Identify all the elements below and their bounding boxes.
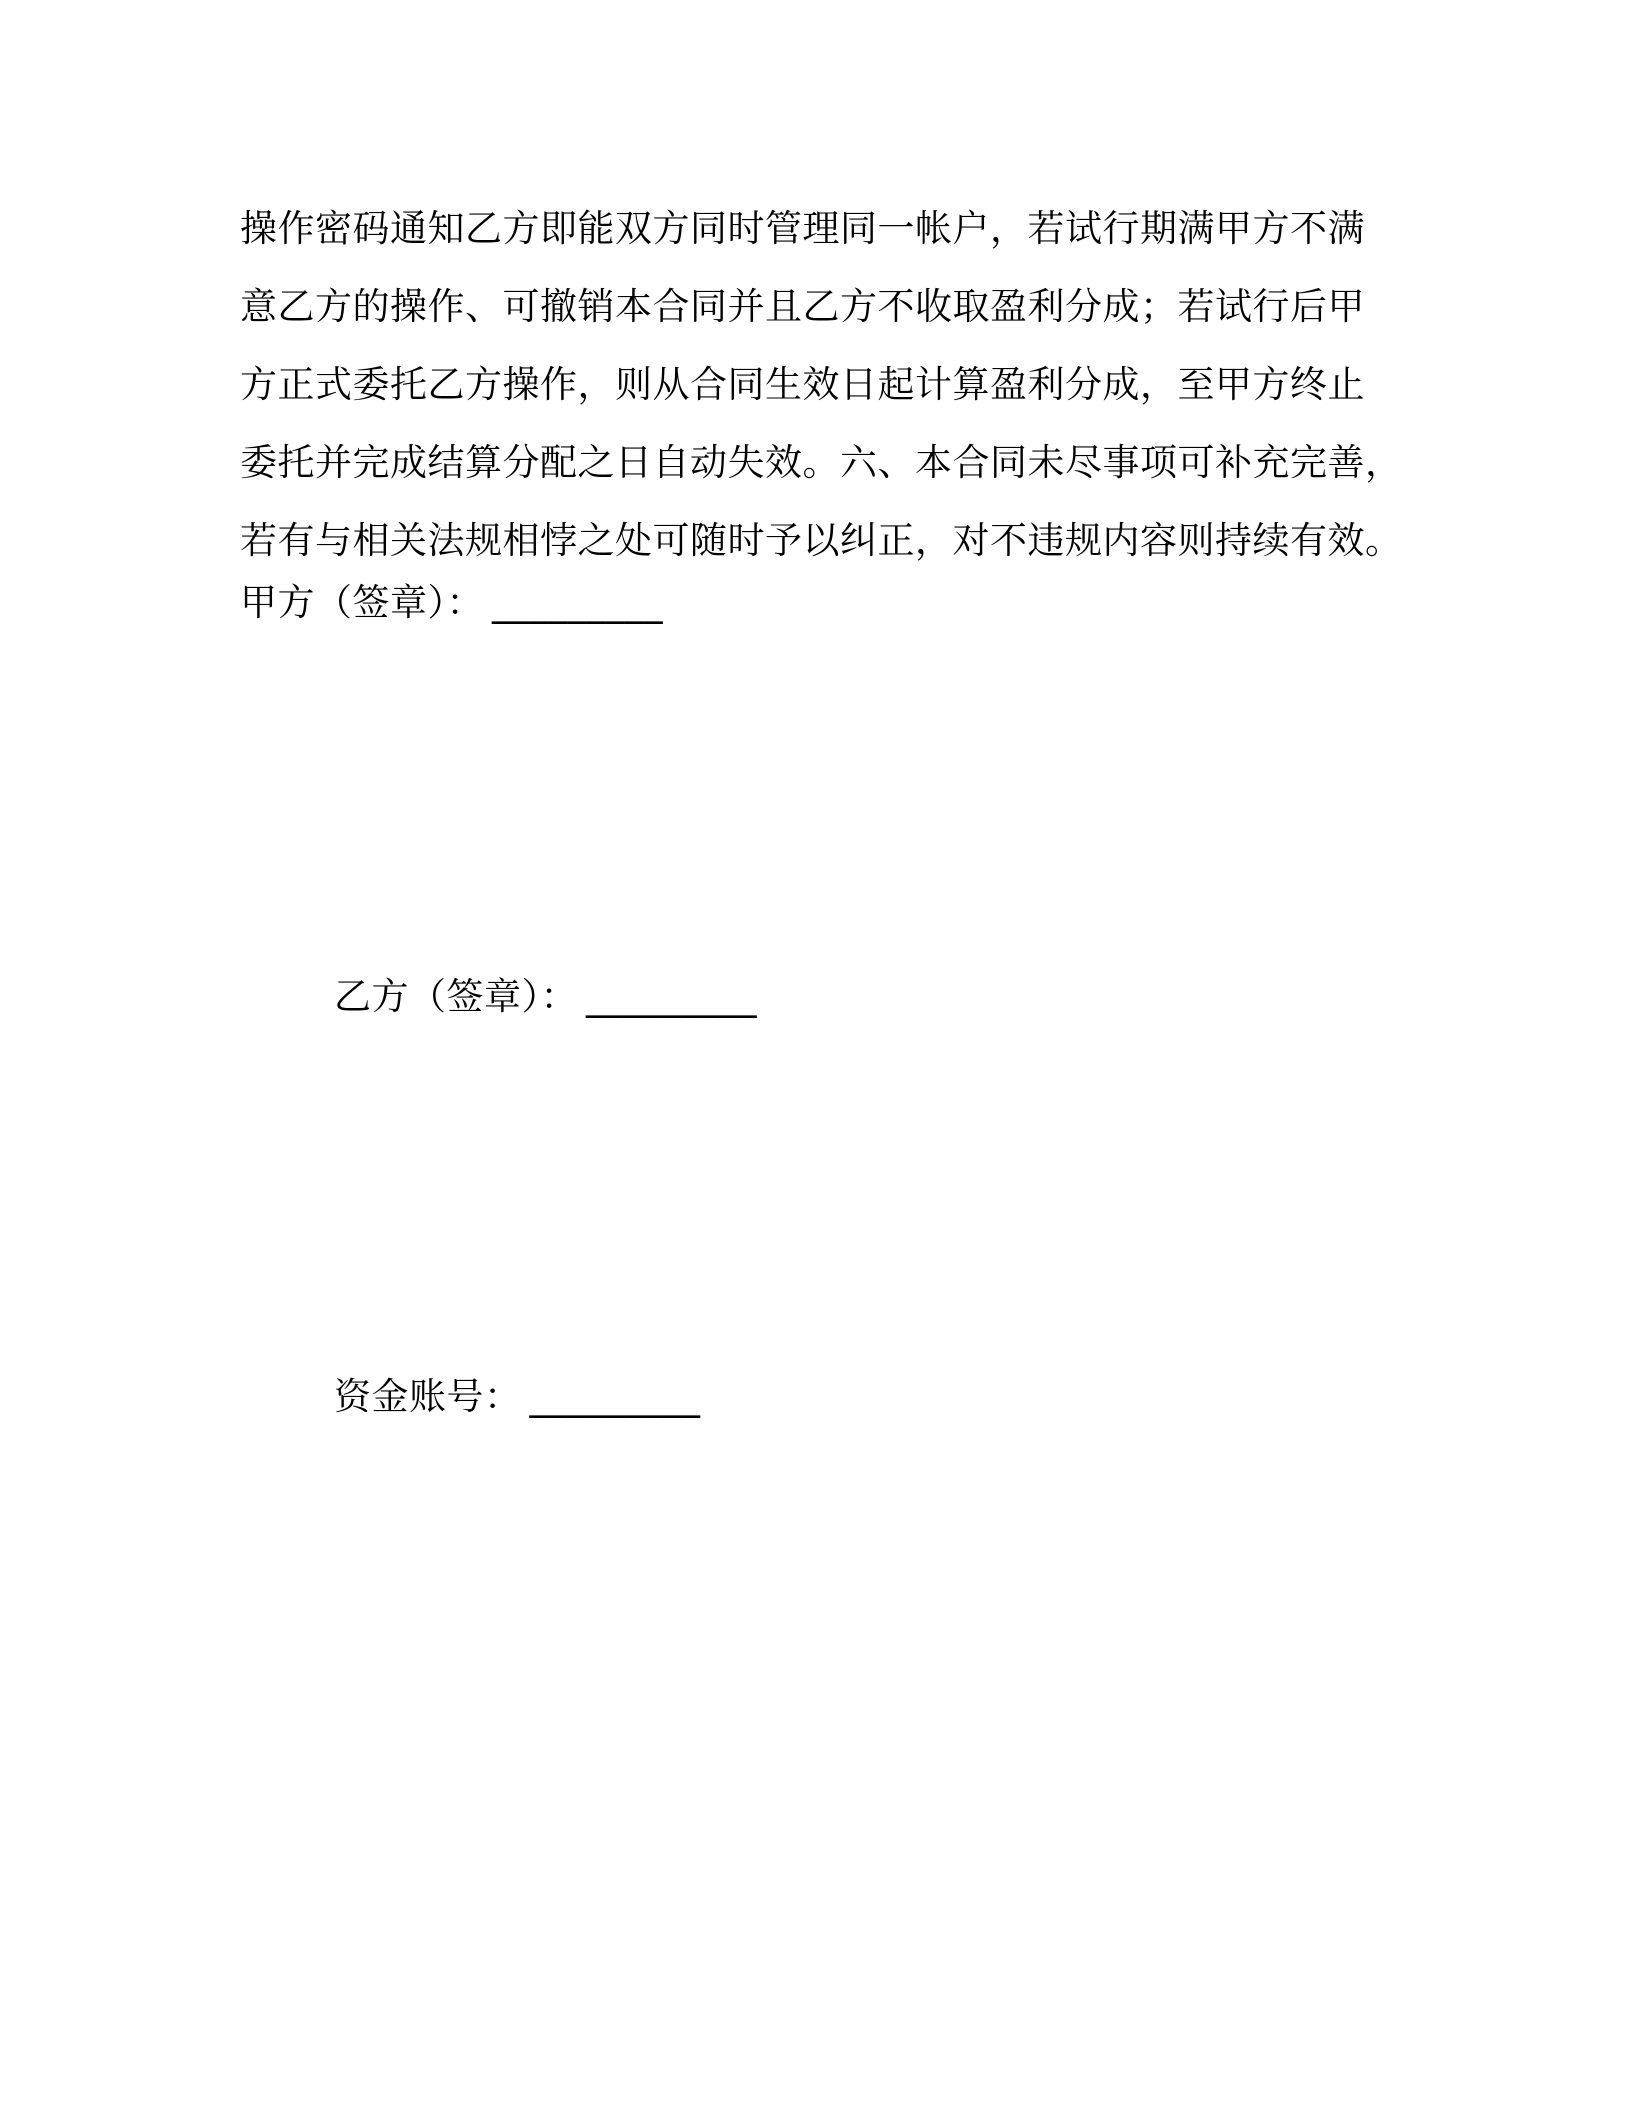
body-line: 操作密码通知乙方即能双方同时管理同一帐户，若试行期满甲方不满 (240, 207, 1365, 250)
body-line: 若有与相关法规相悖之处可随时予以纠正，对不违规内容则持续有效。 (240, 519, 1403, 562)
body-line: 委托并完成结算分配之日自动失效。六、本合同未尽事项可补充完善， (240, 441, 1403, 484)
party-a-signature-line (240, 578, 663, 628)
account-number-label: 资金账号： (334, 1375, 522, 1418)
party-b-signature-blank: _________ (586, 975, 757, 1018)
body-line: 意乙方的操作、可撤销本合同并且乙方不收取盈利分成；若试行后甲 (240, 285, 1365, 328)
account-number-line (334, 1372, 701, 1422)
party-b-signature-label: 乙方（签章）： (334, 975, 578, 1018)
party-a-signature-blank: _________ (492, 581, 663, 624)
party-b-signature-line (334, 972, 757, 1022)
party-a-signature-label: 甲方（签章）： (240, 581, 484, 624)
account-number-blank: _________ (529, 1375, 701, 1418)
body-line: 方正式委托乙方操作，则从合同生效日起计算盈利分成，至甲方终止 (240, 363, 1365, 406)
contract-body-text (240, 190, 1403, 580)
